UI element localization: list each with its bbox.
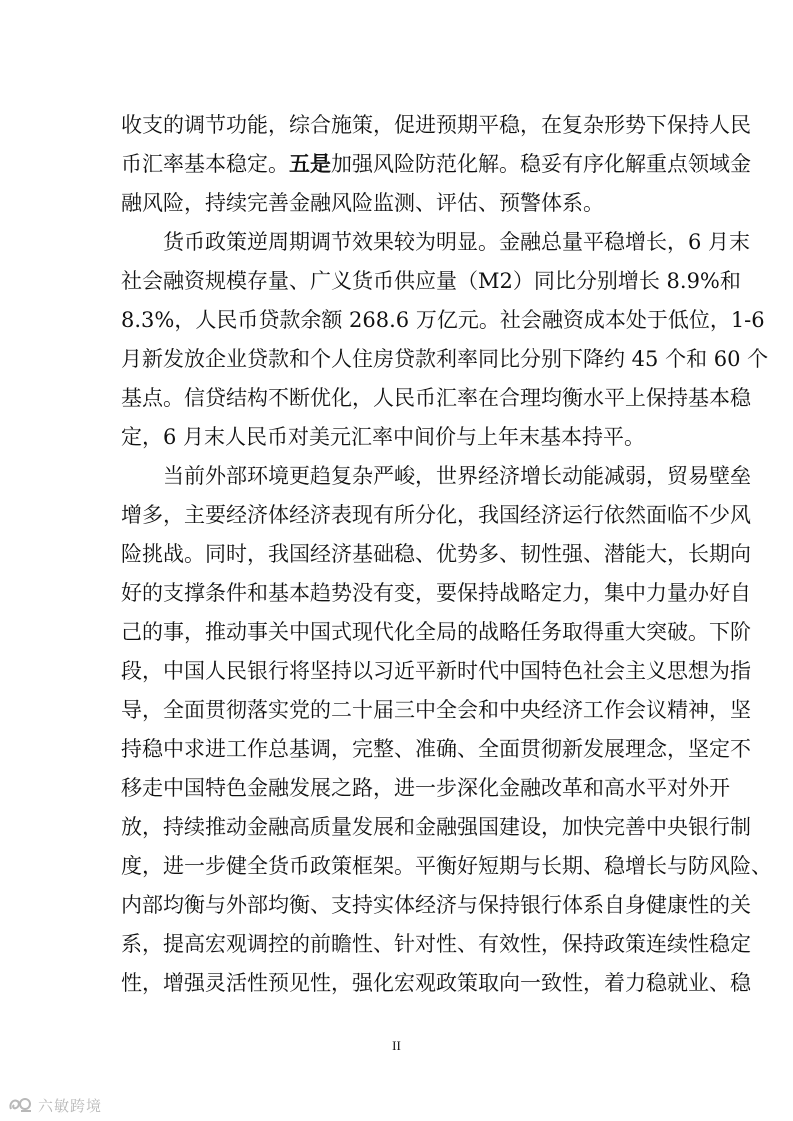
watermark <box>8 1093 102 1117</box>
paragraph-start: 当前外部环境更趋复杂严峻，世界经济增长动能减弱，贸易壁垒 <box>163 464 751 488</box>
text-line: 导，全面贯彻落实党的二十届三中全会和中央经济工作会议精神，坚 <box>121 698 751 722</box>
text-line: 系，提高宏观调控的前瞻性、针对性、有效性，保持政策连续性稳定 <box>121 932 751 956</box>
text-line: 持稳中求进工作总基调，完整、准确、全面贯彻新发展理念，坚定不 <box>121 737 751 761</box>
text-line: 放，持续推动金融高质量发展和金融强国建设，加快完善中央银行制 <box>121 815 751 839</box>
text-line: 险挑战。同时，我国经济基础稳、优势多、韧性强、潜能大，长期向 <box>121 542 751 566</box>
text-line: 移走中国特色金融发展之路，进一步深化金融改革和高水平对外开 <box>121 776 730 800</box>
text-line: 性，增强灵活性预见性，强化宏观政策取向一致性，着力稳就业、稳 <box>121 971 751 995</box>
page-number: II <box>392 1038 401 1053</box>
text-line: 度，进一步健全货币政策框架。平衡好短期与长期、稳增长与防风险、 <box>121 854 772 878</box>
text-line: 己的事，推动事关中国式现代化全局的战略任务取得重大突破。下阶 <box>121 620 751 644</box>
text-line: 基点。信贷结构不断优化，人民币汇率在合理均衡水平上保持基本稳 <box>121 386 751 410</box>
text-line: 融风险，持续完善金融风险监测、评估、预警体系。 <box>121 191 604 215</box>
text-line: 内部均衡与外部均衡、支持实体经济与保持银行体系自身健康性的关 <box>121 893 751 917</box>
text-line: 好的支撑条件和基本趋势没有变，要保持战略定力，集中力量办好自 <box>121 581 751 605</box>
text-line: 8.3%，人民币贷款余额 268.6 万亿元。社会融资成本处于低位，1-6 <box>121 308 765 332</box>
text-line: 段，中国人民银行将坚持以习近平新时代中国特色社会主义思想为指 <box>121 659 751 683</box>
paragraph-start: 货币政策逆周期调节效果较为明显。金融总量平稳增长，6 月末 <box>163 230 751 254</box>
text-line: 币汇率基本稳定。 五是 加强风险防范化解。稳妥有序化解重点领域金 <box>0 149 793 179</box>
emphasis-five: 五是 <box>289 152 331 176</box>
text-line: 增多，主要经济体经济表现有所分化，我国经济运行依然面临不少风 <box>121 503 751 527</box>
text-line: 定，6 月末人民币对美元汇率中间价与上年末基本持平。 <box>121 425 646 449</box>
text-line: 收支的调节功能，综合施策，促进预期平稳，在复杂形势下保持人民 <box>121 113 751 137</box>
text-line: 社会融资规模存量、广义货币供应量（M2）同比分别增长 8.9%和 <box>121 269 741 293</box>
watermark-text: 六敏跨境 <box>38 1096 103 1115</box>
brand-logo-icon <box>8 1095 34 1115</box>
text-line: 月新发放企业贷款和个人住房贷款利率同比分别下降约 45 个和 60 个 <box>121 347 769 371</box>
